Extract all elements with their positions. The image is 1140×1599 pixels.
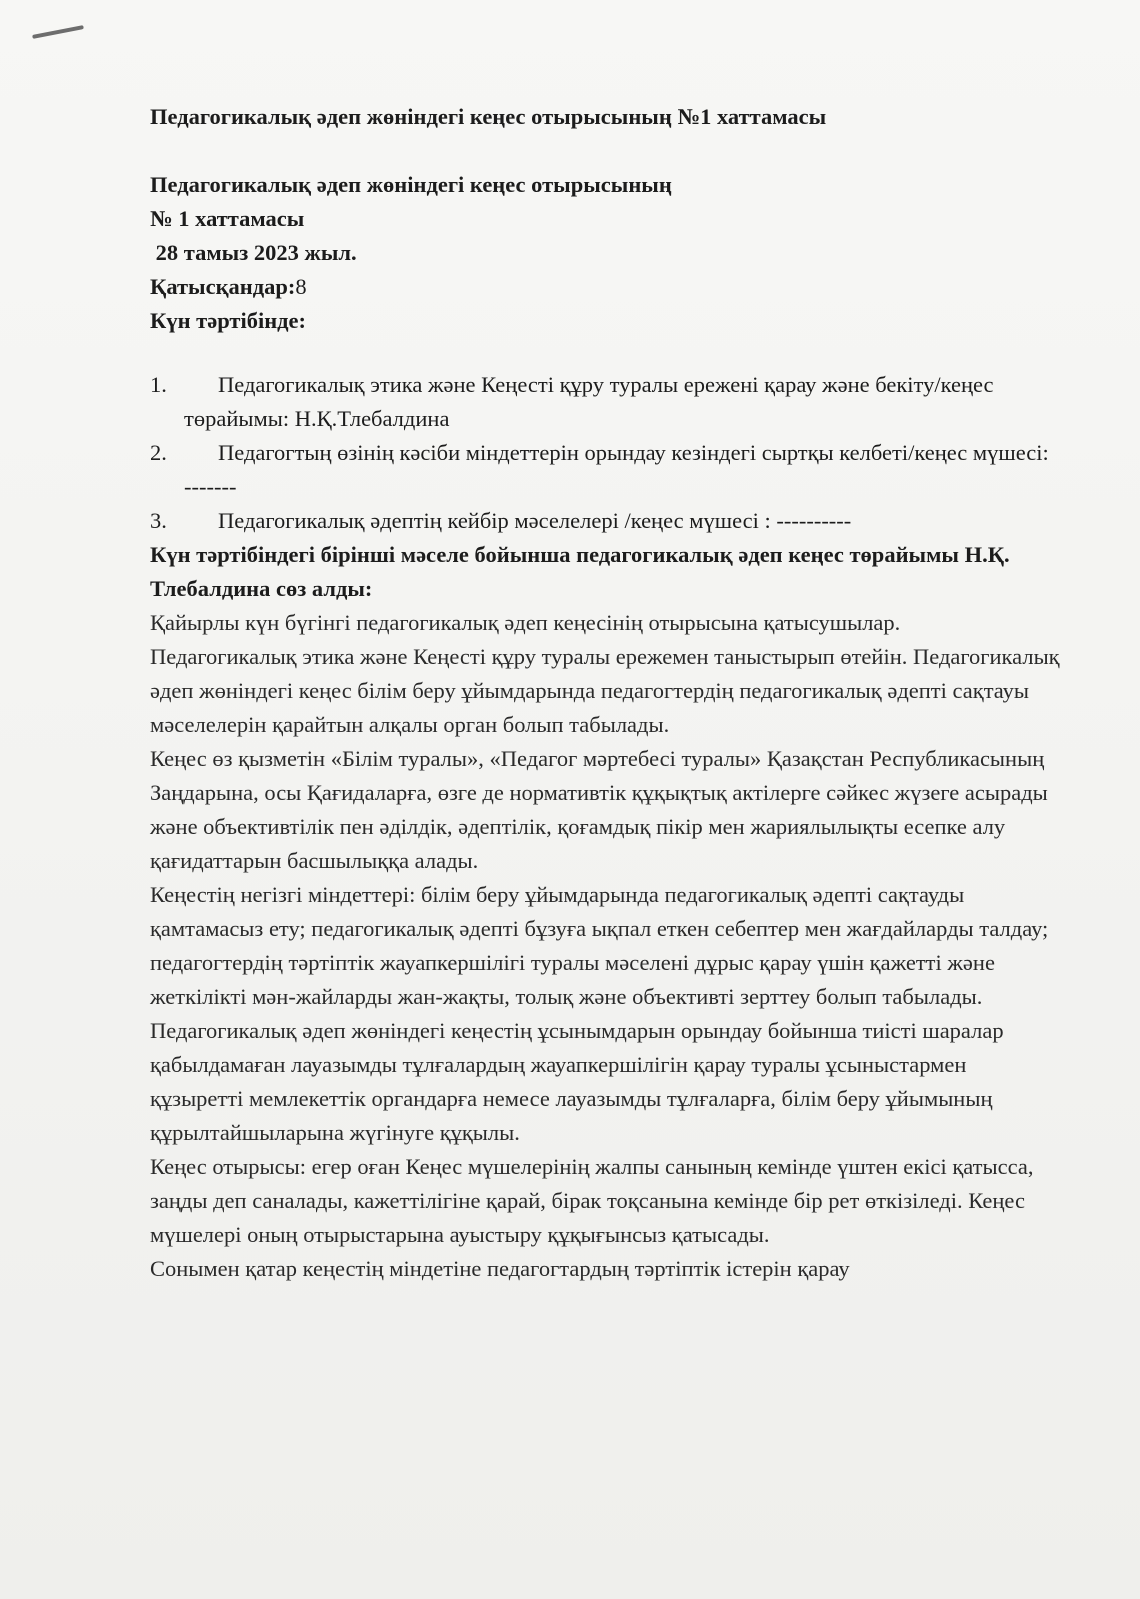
first-issue-heading: Күн тәртібіндегі бірінші мәселе бойынша педагогикалық әдеп кеңес төрайымы Н.Қ. Тлебалдина сөз алды: [150, 542, 1010, 601]
body-paragraph: Педагогикалық этика және Кеңесті құру туралы ережемен таныстырып өтейін. Педагогикалық әдеп жөніндегі кеңес білім беру ұйымдарында педагогтердің педагогикалық әдепті сақтауы мәселелерін қарайтын алқалы орган болып табылады. [150, 644, 1060, 737]
agenda-item-number: 2. [150, 440, 167, 465]
header-line-1: Педагогикалық әдеп жөніндегі кеңес отырысының [150, 172, 672, 197]
agenda-label: Күн тәртібінде: [150, 308, 307, 333]
protocol-number: № 1 хаттамасы [150, 206, 305, 231]
body-paragraph: Қайырлы күн бүгінгі педагогикалық әдеп кеңесінің отырысына қатысушылар. [150, 610, 901, 635]
agenda-item-number: 1. [150, 372, 167, 397]
body-paragraph: Кеңес өз қызметін «Білім туралы», «Педагог мәртебесі туралы» Қазақстан Республикасының Заңдарына, осы Қағидаларға, өзге де нормативтік құқықтық актілерге сәйкес жүзеге асырады және объективтілік пен әділдік, әдептілік, қоғамдық пікір мен жариялылықты есепке алу қағидаттарын басшылыққа алады. [150, 746, 1048, 873]
agenda-list [150, 368, 1060, 538]
agenda-item-text: Педагогикалық әдептің кейбір мәселелері /кеңес мүшесі : ---------- [218, 508, 852, 533]
participants [150, 270, 1060, 304]
body-paragraph: Сонымен қатар кеңестің міндетіне педагогтардың тәртіптік істерін қарау [150, 1256, 850, 1281]
document-content [150, 100, 1060, 1286]
body-paragraph: Кеңестің негізгі міндеттері: білім беру ұйымдарында педагогикалық әдепті сақтауды қамтамасыз ету; педагогикалық әдепті бұзуға ықпал еткен себептер мен жағдайларды талдау; педагогтердің тәртіптік жауапкершілігі туралы мәселені дұрыс қарау үшін қажетті және жеткілікті мән-жайларды жан-жақты, толық және объективті зерттеу болып табылады. [150, 882, 1049, 1009]
agenda-item-text: Педагогтың өзінің кәсіби міндеттерін орындау кезіндегі сыртқы келбеті/кеңес мүшесі: ------- [184, 440, 1049, 499]
pen-stroke-mark [32, 25, 84, 39]
agenda-item-text: Педагогикалық этика және Кеңесті құру туралы ережені қарау және бекіту/кеңес төрайымы: Н.Қ.Тлебалдина [184, 372, 994, 431]
meeting-date: 28 тамыз 2023 жыл. [155, 240, 357, 265]
participants-count: 8 [295, 274, 307, 299]
body-paragraph: Кеңес отырысы: егер оған Кеңес мүшелерінің жалпы санының кемінде үштен екісі қатысса, заңды деп саналады, кажеттілігіне қарай, бірак тоқсанына кемінде бір рет өткізіледі. Кеңес мүшелері оның отырыстарына ауыстыру құқығынсыз қатысады. [150, 1154, 1034, 1247]
agenda-item [150, 436, 1060, 504]
document-title: Педагогикалық әдеп жөніндегі кеңес отырысының №1 хаттамасы [150, 104, 827, 129]
participants-label: Қатысқандар: [150, 274, 296, 299]
agenda-item [150, 504, 1060, 538]
agenda-item-number: 3. [150, 508, 167, 533]
body-paragraph: Педагогикалық әдеп жөніндегі кеңестің ұсынымдарын орындау бойынша тиісті шаралар қабылдамаған лауазымды тұлғалардың жауапкершілігін қарау туралы ұсыныстармен құзыретті мемлекеттік органдарға немесе лауазымды тұлғаларға, білім беру ұйымының құрылтайшыларына жүгінуге құқылы. [150, 1018, 1004, 1145]
agenda-item [150, 368, 1060, 436]
